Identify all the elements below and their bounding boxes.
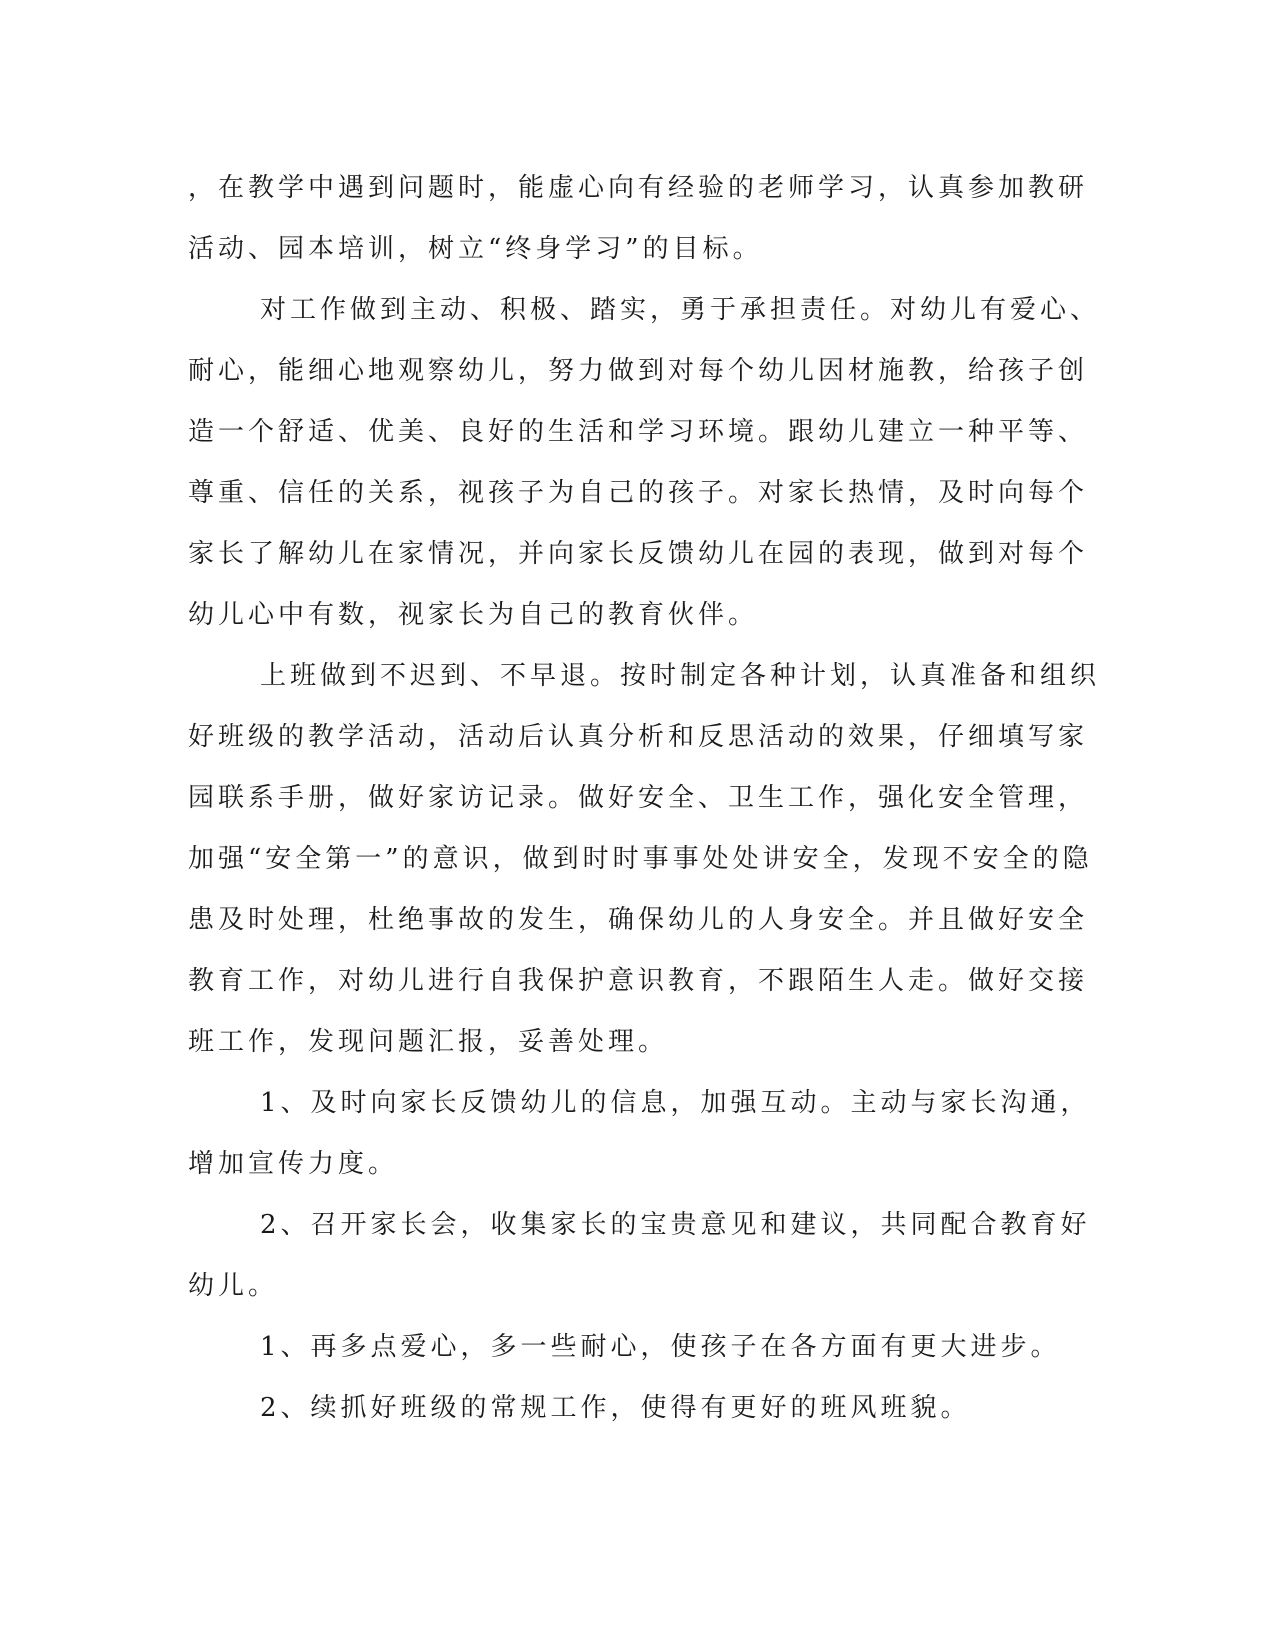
text-line: 好班级的教学活动，活动后认真分析和反思活动的效果，仔细填写家 [188,722,1089,752]
text-line: 班工作，发现问题汇报，妥善处理。 [188,1027,669,1057]
text-line: 1、再多点爱心，多一些耐心，使孩子在各方面有更大进步。 [260,1332,1061,1362]
paragraph [188,280,1101,646]
text-line: 2、召开家长会，收集家长的宝贵意见和建议，共同配合教育好 [260,1210,1091,1240]
text-line: 活动、园本培训，树立“终身学习”的目标。 [188,234,763,264]
text-line: ，在教学中遇到问题时，能虚心向有经验的老师学习，认真参加教研 [188,173,1089,203]
list-item [188,1073,1091,1195]
text-line: 尊重、信任的关系，视孩子为自己的孩子。对家长热情，及时向每个 [188,478,1089,508]
text-line: 上班做到不迟到、不早退。按时制定各种计划，认真准备和组织 [260,661,1101,691]
list-item [188,1378,1068,1439]
paragraph [188,646,1101,1073]
text-line: 增加宣传力度。 [188,1149,399,1179]
document-body [188,158,1101,1439]
text-line: 造一个舒适、优美、良好的生活和学习环境。跟幼儿建立一种平等、 [188,417,1089,447]
text-line: 家长了解幼儿在家情况，并向家长反馈幼儿在园的表现，做到对每个 [188,539,1089,569]
text-line: 加强“安全第一”的意识，做到时时事事处处讲安全，发现不安全的隐 [188,844,1093,874]
text-line: 2、续抓好班级的常规工作，使得有更好的班风班貌。 [260,1393,971,1423]
list-item [188,1317,1068,1378]
text-line: 对工作做到主动、积极、踏实，勇于承担责任。对幼儿有爱心、 [260,295,1101,325]
list-item [188,1195,1091,1317]
text-line: 患及时处理，杜绝事故的发生，确保幼儿的人身安全。并且做好安全 [188,905,1089,935]
text-line: 园联系手册，做好家访记录。做好安全、卫生工作，强化安全管理， [188,783,1089,813]
text-line: 耐心，能细心地观察幼儿，努力做到对每个幼儿因材施教，给孩子创 [188,356,1089,386]
text-line: 幼儿。 [188,1271,279,1301]
paragraph [188,158,1089,280]
text-line: 幼儿心中有数，视家长为自己的教育伙伴。 [188,600,759,630]
text-line: 教育工作，对幼儿进行自我保护意识教育，不跟陌生人走。做好交接 [188,966,1089,996]
text-line: 1、及时向家长反馈幼儿的信息，加强互动。主动与家长沟通， [260,1088,1091,1118]
